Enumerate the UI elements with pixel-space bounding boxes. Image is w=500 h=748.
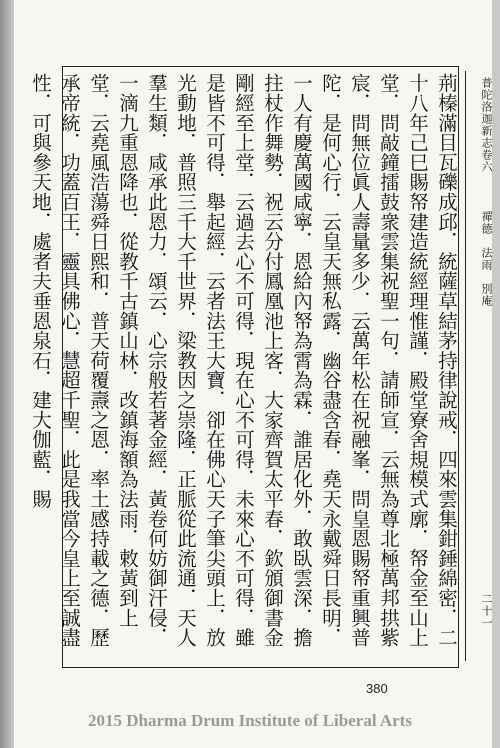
- header-column: [465, 71, 500, 661]
- main-text: 荊榛滿目瓦礫成邱．統薩草結茅持律說戒．四來雲集鉗錘綿密．二十八年己巳賜帑建造統經理惟謹．殿堂寮舍規模式廓．帑金至山上堂．問敲鐘擂鼓衆雲集祝聖一句．請師宣．云無為尊北極萬邦拱紫宸．問無位眞人壽量多少．云萬年松在祝融峯．問皇恩賜帑重興普陀．是何心行．云皇天無私露．幽谷盡含春．堯天永戴舜日長明．一人有慶萬國咸寧．恩給內帑為霄為霖．誰居化外．敢臥雲深．擔拄杖作舞勢．祝云分付鳳凰池上客．大家齊賀太平春．欽頒御書金剛經至上堂．云過去心不可得．現在心不可得．未來心不可得．雖是皆不可得．舉起經．云者法王大寶．卻在佛心天子筆尖頭上．放光動地．普照三千大千世界．梁教因之崇隆．正脈從此流通．天人羣生類．咸承此恩力．頌云．心宗般若著金經．黃卷何妨御汗侵．一滴九重恩降也．從教千古鎮山林．改鎮海額為法雨．敕黃到上堂．云堯風浩蕩舜日熙和．普天荷覆燾之恩．率土感持載之德．歷承帝統．功蓋百王．靈具佛心．慧超千聖．此是我當今皇上至誠盡性．可與參天地．處者夫垂恩泉石．建大伽藍．賜: [29, 73, 458, 648]
- book-page: [14, 0, 492, 748]
- book-title: 普陀洛迦新志: [480, 77, 493, 149]
- folio-number: 二十一: [480, 593, 493, 629]
- page-number: 380: [366, 681, 388, 696]
- footer-watermark: 2015 Dharma Drum Institute of Liberal Arts: [88, 711, 412, 730]
- text-frame: [29, 66, 493, 668]
- section-label: 禪德 法雨 別庵: [480, 211, 493, 307]
- book-spine: [0, 0, 14, 748]
- volume-label: 卷六: [480, 149, 493, 173]
